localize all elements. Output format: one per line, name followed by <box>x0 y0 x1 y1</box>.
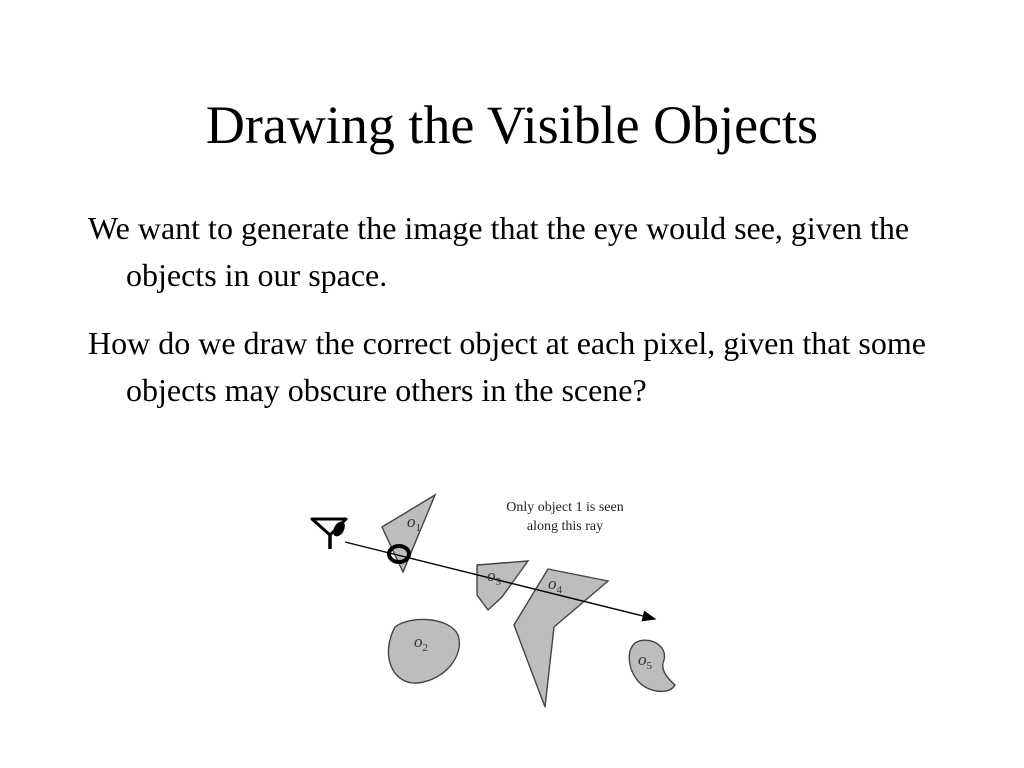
bullet-list <box>88 205 948 435</box>
bullet-item: How do we draw the correct object at each pixel, given that some objects may obscure others in the scene? <box>88 325 926 408</box>
object-2-label: $o_2$ <box>414 632 428 654</box>
object-5-shape <box>629 640 675 691</box>
object-3-label: $o_3$ <box>487 566 501 588</box>
slide-title: Drawing the Visible Objects <box>205 95 819 155</box>
object-5-label: $o_5$ <box>638 650 652 672</box>
visibility-diagram <box>300 485 700 715</box>
object-4-label: $o_4$ <box>548 574 562 596</box>
eye-icon <box>312 519 347 549</box>
bullet-item: We want to generate the image that the eye would see, given the objects in our space. <box>88 210 910 293</box>
object-1-label: $o_1$ <box>407 512 421 534</box>
diagram-caption-line-1: Only object 1 is seen <box>506 500 624 515</box>
diagram-caption-line-2: along this ray <box>526 519 604 534</box>
